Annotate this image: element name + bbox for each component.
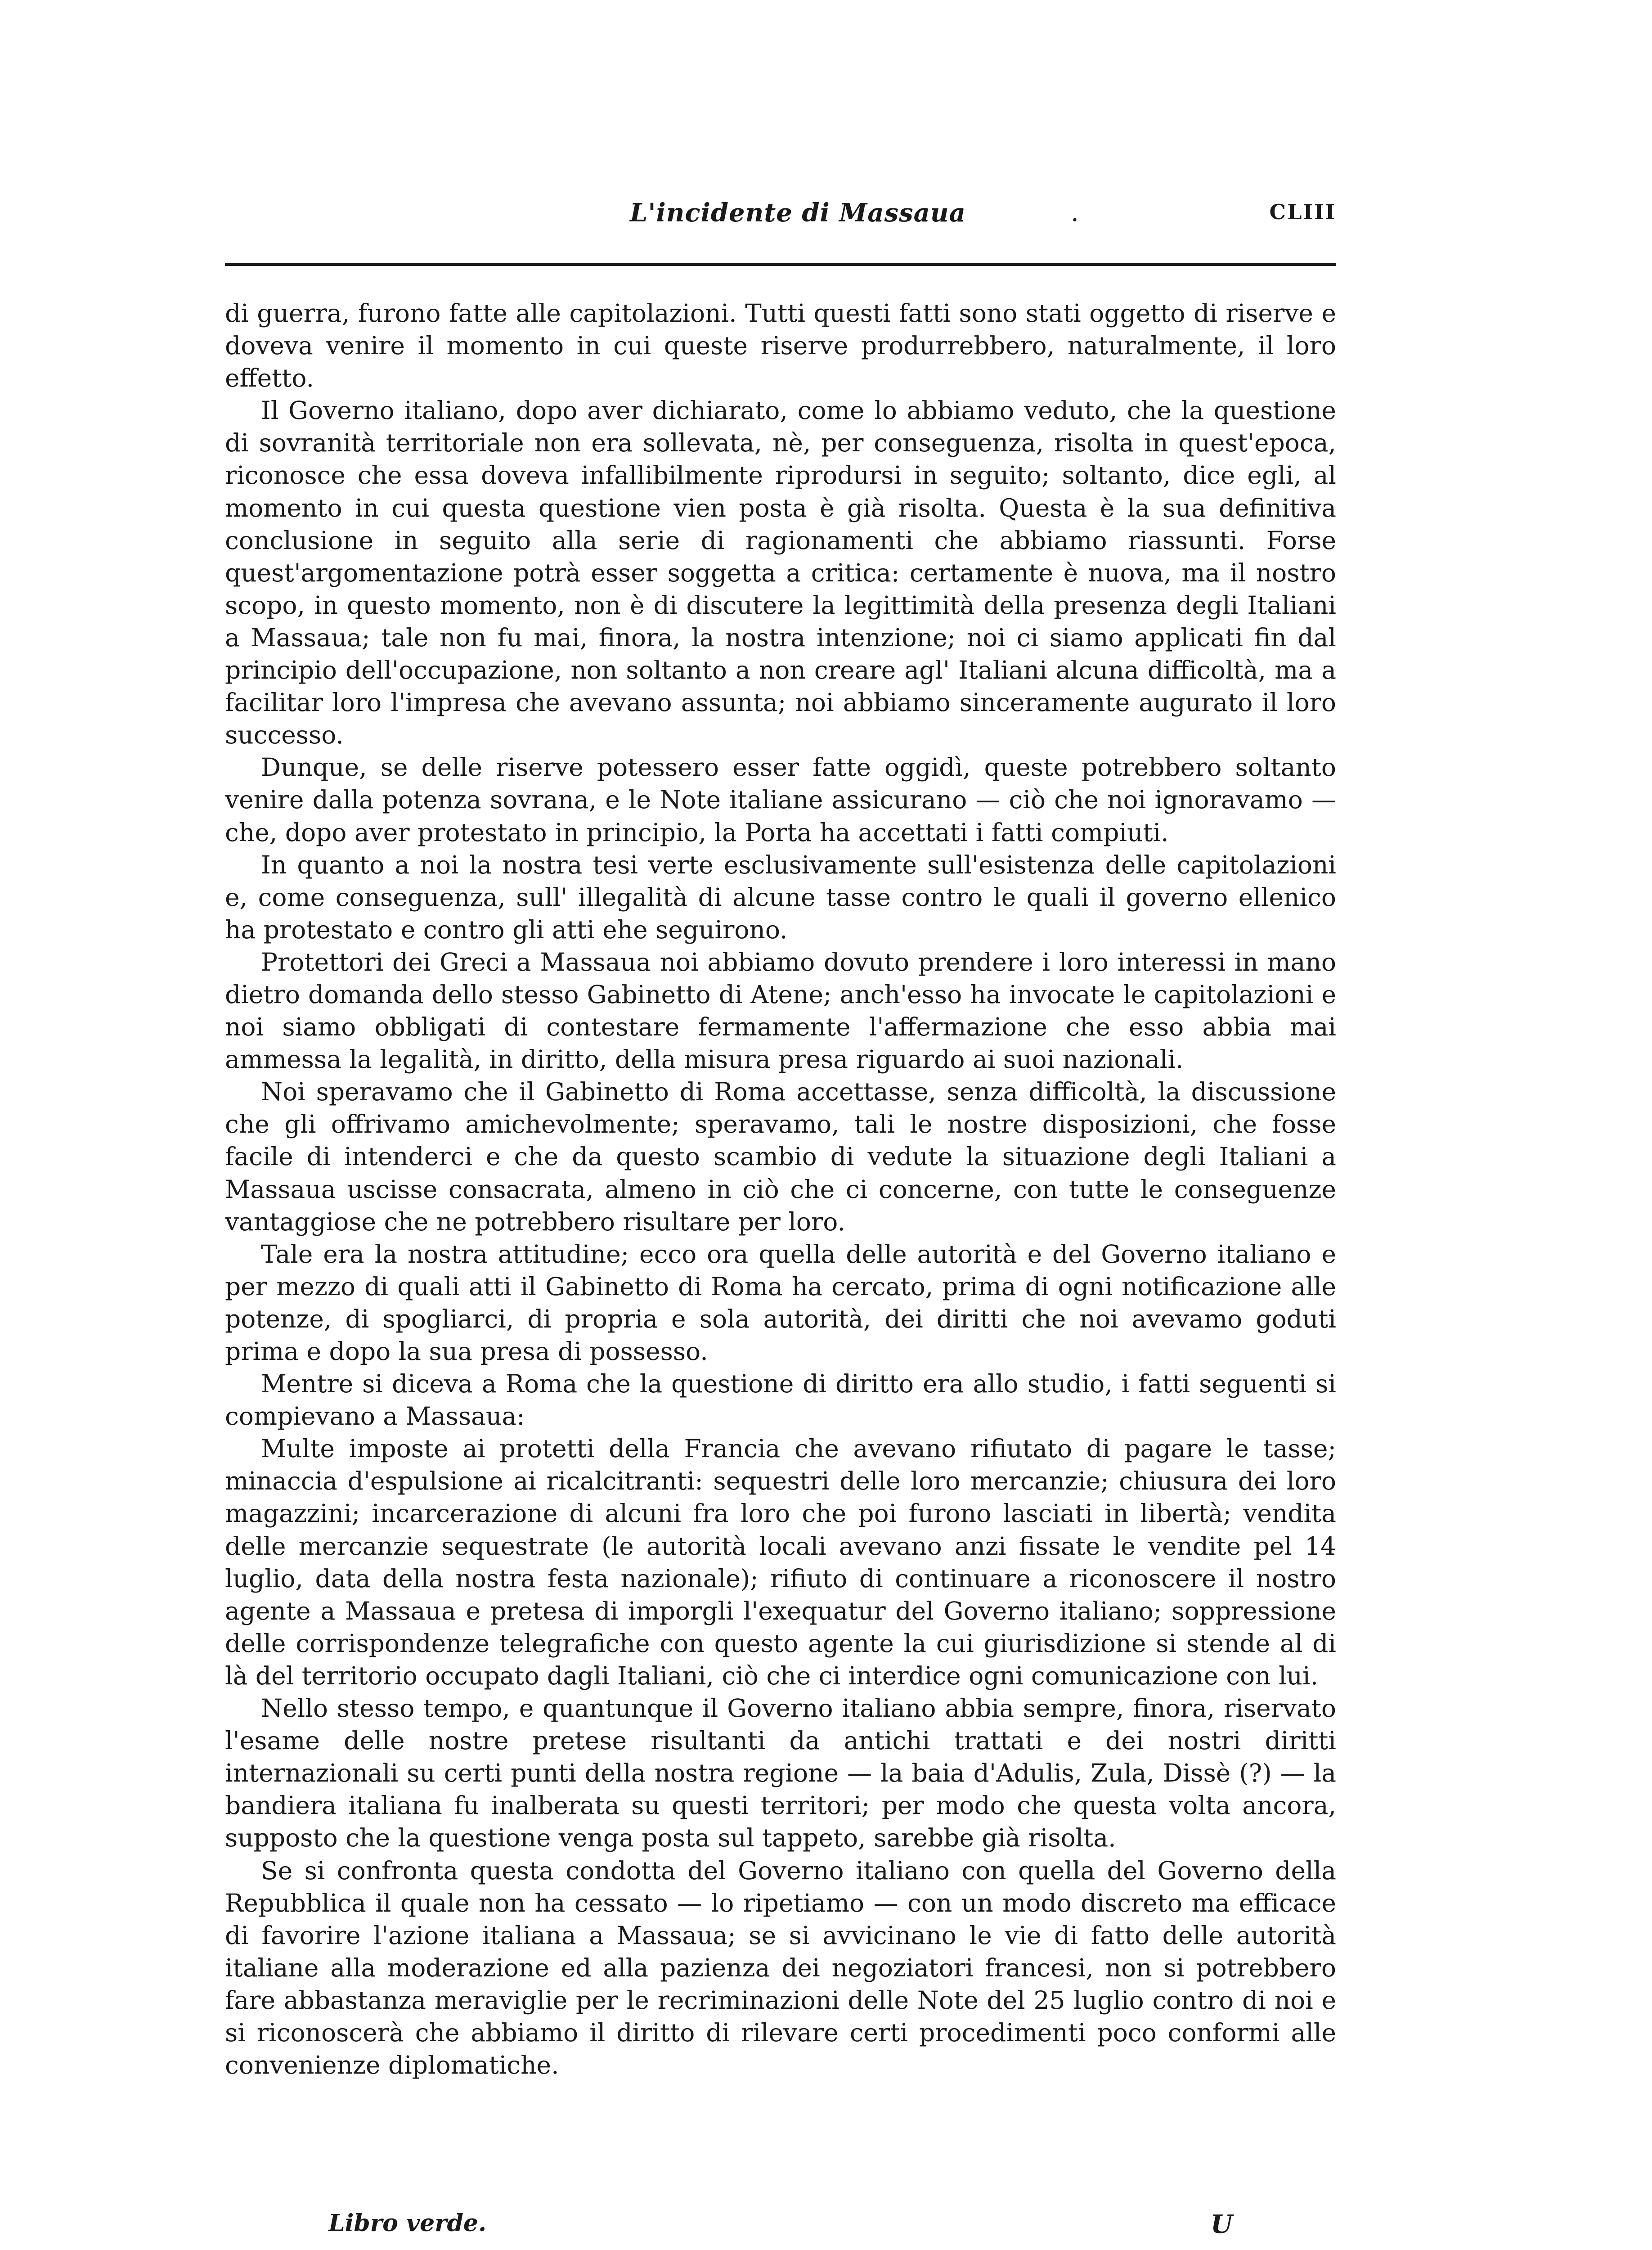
page-number: CLIII bbox=[1269, 200, 1336, 224]
page-header bbox=[225, 198, 1336, 238]
paragraph-2: Il Governo italiano, dopo aver dichiarato, come lo abbiamo veduto, che la questione di sovranità territoriale non era sollevata, nè, per conseguenza, risolta in quest'epoca, riconosce che essa doveva infallibilmente riprodursi in seguito; soltanto, dice egli, al momento in cui questa questione vien posta è già risolta. Questa è la sua definitiva conclusione in seguito alla serie di ragionamenti che abbiamo riassunti. Forse quest'argomentazione potrà esser soggetta a critica: certamente è nuova, ma il nostro scopo, in questo momento, non è di discutere la legittimità della presenza degli Italiani a Massaua; tale non fu mai, finora, la nostra intenzione; noi ci siamo applicati fin dal principio dell'occupazione, non soltanto a non creare agl' Italiani alcuna difficoltà, ma a facilitar loro l'impresa che avevano assunta; noi abbiamo sinceramente augurato il loro successo. bbox=[225, 396, 1336, 750]
paragraph-5: Protettori dei Greci a Massaua noi abbiamo dovuto prendere i loro interessi in mano dietro domanda dello stesso Gabinetto di Atene; anch'esso ha invocate le capitolazioni e noi siamo obbligati di contestare fermamente l'affermazione che esso abbia mai ammessa la legalità, in diritto, della misura presa riguardo ai suoi nazionali. bbox=[225, 947, 1336, 1074]
paragraph-1: di guerra, furono fatte alle capitolazioni. Tutti questi fatti sono stati oggetto di riserve e doveva venire il momento in cui queste riserve produrrebbero, naturalmente, il loro effetto. bbox=[225, 299, 1336, 393]
paragraph-3: Dunque, se delle riserve potessero esser fatte oggidì, queste potrebbero soltanto venire dalla potenza sovrana, e le Note italiane assicurano — ciò che noi ignoravamo — che, dopo aver protestato in principio, la Porta ha accettati i fatti compiuti. bbox=[225, 753, 1336, 847]
paragraph-8: Mentre si diceva a Roma che la questione di diritto era allo studio, i fatti seguenti si compievano a Massaua: bbox=[225, 1369, 1336, 1431]
signature-mark: Libro verde. bbox=[328, 2210, 487, 2237]
body-text bbox=[225, 297, 1336, 2081]
header-separator: . bbox=[1071, 198, 1079, 227]
sheet-letter: U bbox=[1211, 2210, 1233, 2239]
page-footer bbox=[225, 2210, 1336, 2246]
paragraph-7: Tale era la nostra attitudine; ecco ora quella delle autorità e del Governo italiano e per mezzo di quali atti il Gabinetto di Roma ha cercato, prima di ogni notificazione alle potenze, di spogliarci, di propria e sola autorità, dei diritti che noi avevamo goduti prima e dopo la sua presa di possesso. bbox=[225, 1239, 1336, 1366]
running-title: L'incidente di Massaua bbox=[630, 198, 966, 228]
paragraph-9: Multe imposte ai protetti della Francia che avevano rifiutato di pagare le tasse; minaccia d'espulsione ai ricalcitranti: sequestri delle loro mercanzie; chiusura dei loro magazzini; incarcerazione di alcuni fra loro che poi furono lasciati in libertà; vendita delle mercanzie sequestrate (le autorità locali avevano anzi fissate le vendite pel 14 luglio, data della nostra festa nazionale); rifiuto di continuare a riconoscere il nostro agente a Massaua e pretesa di imporgli l'exequatur del Governo italiano; soppressione delle corrispondenze telegrafiche con questo agente la cui giurisdizione si stende al di là del territorio occupato dagli Italiani, ciò che ci interdice ogni comunicazione con lui. bbox=[225, 1434, 1336, 1690]
header-rule bbox=[225, 263, 1336, 266]
paragraph-6: Noi speravamo che il Gabinetto di Roma accettasse, senza difficoltà, la discussione che gli offrivamo amichevolmente; speravamo, tali le nostre disposizioni, che fosse facile di intenderci e che da questo scambio di vedute la situazione degli Italiani a Massaua uscisse consacrata, almeno in ciò che ci concerne, con tutte le conseguenze vantaggiose che ne potrebbero risultare per loro. bbox=[225, 1077, 1336, 1236]
paragraph-4: In quanto a noi la nostra tesi verte esclusivamente sull'esistenza delle capitolazioni e, come conseguenza, sull' illegalità di alcune tasse contro le quali il governo ellenico ha protestato e contro gli atti ehe seguirono. bbox=[225, 850, 1336, 944]
paragraph-10: Nello stesso tempo, e quantunque il Governo italiano abbia sempre, finora, riservato l'esame delle nostre pretese risultanti da antichi trattati e dei nostri diritti internazionali su certi punti della nostra regione — la baia d'Adulis, Zula, Dissè (?) — la bandiera italiana fu inalberata su questi territori; per modo che questa volta ancora, supposto che la questione venga posta sul tappeto, sarebbe già risolta. bbox=[225, 1694, 1336, 1853]
paragraph-11: Se si confronta questa condotta del Governo italiano con quella del Governo della Repubblica il quale non ha cessato — lo ripetiamo — con un modo discreto ma efficace di favorire l'azione italiana a Massaua; se si avvicinano le vie di fatto delle autorità italiane alla moderazione ed alla pazienza dei negoziatori francesi, non si potrebbero fare abbastanza meraviglie per le recriminazioni delle Note del 25 luglio contro di noi e si riconoscerà che abbiamo il diritto di rilevare certi procedimenti poco conformi alle convenienze diplomatiche. bbox=[225, 1856, 1336, 2080]
